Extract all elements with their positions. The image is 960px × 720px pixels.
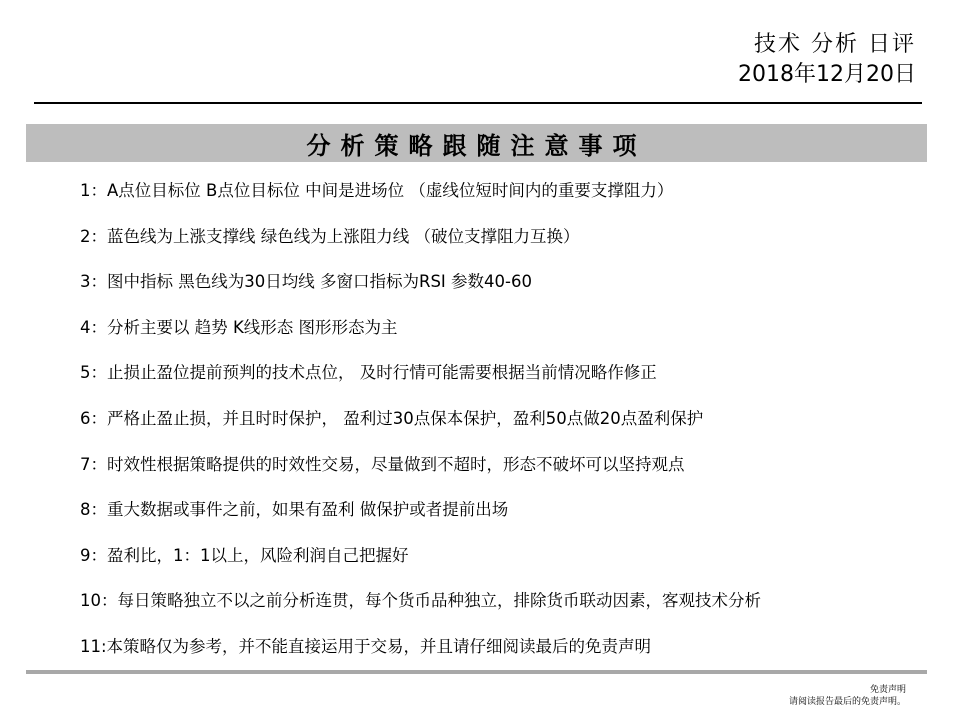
note-item: 9：盈利比，1：1以上，风险利润自己把握好 xyxy=(80,545,409,565)
disclaimer xyxy=(606,684,906,708)
note-item: 11:本策略仅为参考，并不能直接运用于交易，并且请仔细阅读最后的免责声明 xyxy=(80,636,652,656)
note-item: 3：图中指标 黑色线为30日均线 多窗口指标为RSI 参数40-60 xyxy=(80,272,532,292)
disclaimer-text: 请阅读报告最后的免责声明。 xyxy=(788,697,906,707)
note-item: 7：时效性根据策略提供的时效性交易，尽量做到不超时，形态不破坏可以坚持观点 xyxy=(80,454,685,474)
report-header xyxy=(516,30,916,90)
note-item: 10：每日策略独立不以之前分析连贯，每个货币品种独立，排除货币联动因素，客观技术分析 xyxy=(80,591,761,611)
note-item: 6：严格止盈止损，并且时时保护， 盈利过30点保本保护，盈利50点做20点盈利保护 xyxy=(80,408,704,428)
footer-divider xyxy=(26,670,927,674)
note-item: 4：分析主要以 趋势 K线形态 图形形态为主 xyxy=(80,317,398,337)
report-type: 技术 分析 日评 xyxy=(754,32,916,57)
note-item: 1：A点位目标位 B点位目标位 中间是进场位 （虚线位短时间内的重要支撑阻力） xyxy=(80,181,674,200)
note-item: 8：重大数据或事件之前，如果有盈利 做保护或者提前出场 xyxy=(80,500,509,520)
page-title: 分析策略跟随注意事项 xyxy=(306,131,647,160)
note-item: 5：止损止盈位提前预判的技术点位， 及时行情可能需要根据当前情况略作修正 xyxy=(80,363,657,383)
note-item: 2：蓝色线为上涨支撑线 绿色线为上涨阻力线 （破位支撑阻力互换） xyxy=(80,226,580,246)
disclaimer-title: 免责声明 xyxy=(869,685,906,695)
report-date: 2018年12月20日 xyxy=(738,62,916,87)
notes-list xyxy=(80,176,920,678)
header-divider xyxy=(34,102,922,104)
title-banner xyxy=(26,124,927,162)
